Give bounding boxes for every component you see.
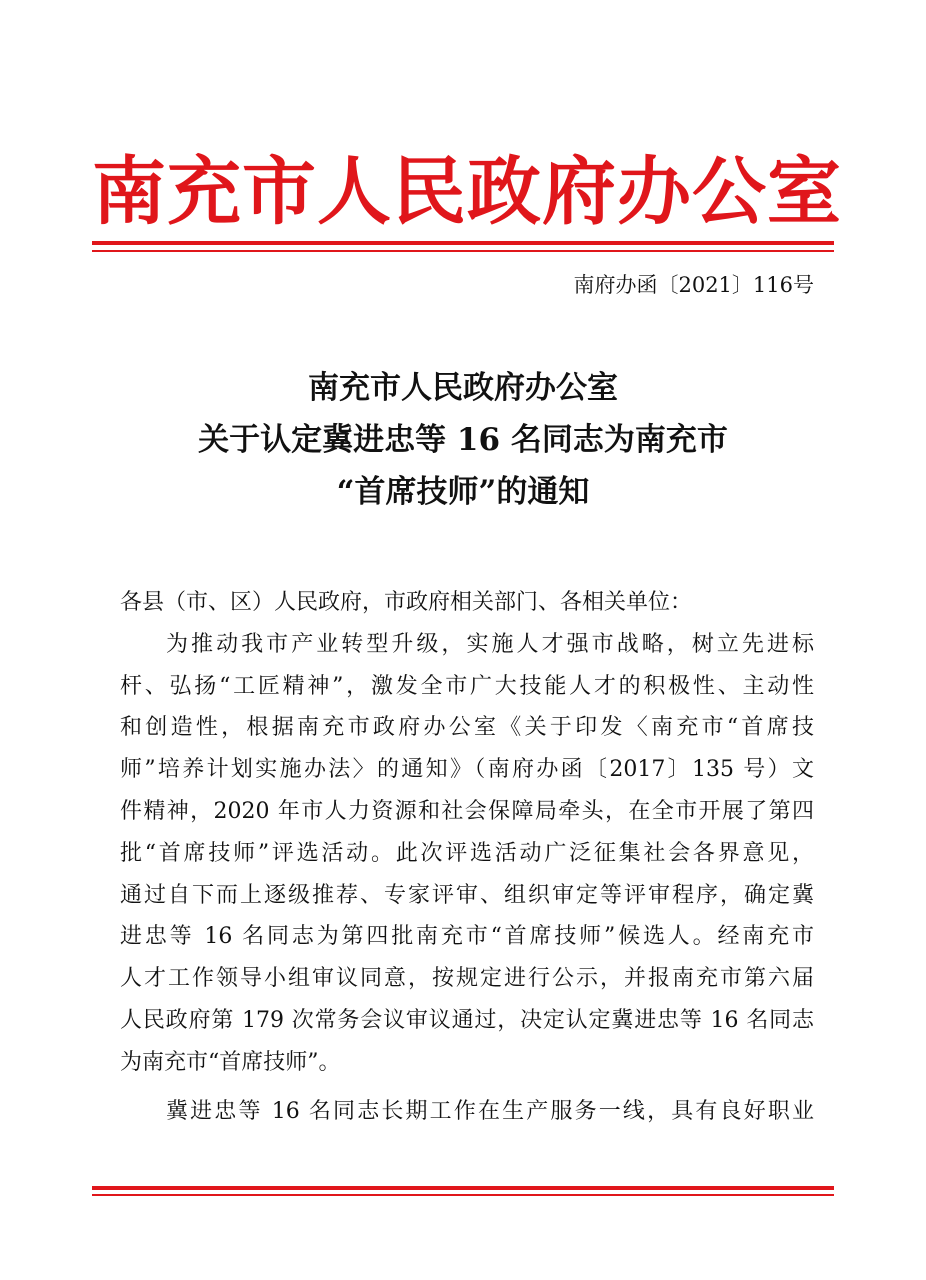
title-line: “首席技师”的通知 [336, 474, 590, 510]
title-line: 关于认定冀进忠等 16 名同志为南充市 [198, 422, 728, 458]
body-line: 件精神，2020 年市人力资源和社会保障局牵头，在全市开展了第四 [120, 798, 814, 824]
body-line: 杆、弘扬“工匠精神”，激发全市广大技能人才的积极性、主动性 [120, 673, 814, 699]
body-line: 师”培养计划实施办法〉的通知》（南府办函〔2017〕135 号）文 [120, 757, 814, 783]
body-line: 为南充市“首席技师”。 [120, 1049, 341, 1075]
paragraph-2 [120, 1091, 814, 1133]
notice-body [120, 582, 814, 1132]
body-line: 为推动我市产业转型升级，实施人才强市战略，树立先进标 [166, 631, 814, 657]
footer-red-rule-thin [92, 1194, 834, 1196]
header-red-rule-thick [92, 241, 834, 245]
body-line: 通过自下而上逐级推荐、专家评审、组织审定等评审程序，确定冀 [120, 882, 814, 908]
salutation: 各县（市、区）人民政府，市政府相关部门、各相关单位： [120, 590, 693, 615]
notice-title [92, 362, 834, 518]
body-line: 进忠等 16 名同志为第四批南充市“首席技师”候选人。经南充市 [120, 924, 814, 950]
header-red-rule-thin [92, 250, 834, 252]
footer-red-rule-thick [92, 1186, 834, 1190]
body-line: 人民政府第 179 次常务会议审议通过，决定认定冀进忠等 16 名同志 [120, 1007, 814, 1033]
paragraph-gap [120, 1084, 814, 1091]
document-number: 南府办函〔2021〕116号 [573, 273, 814, 297]
body-line: 和创造性，根据南充市政府办公室《关于印发〈南充市“首席技 [120, 715, 814, 741]
body-line: 冀进忠等 16 名同志长期工作在生产服务一线，具有良好职业 [166, 1098, 814, 1124]
body-line: 批“首席技师”评选活动。此次评选活动广泛征集社会各界意见， [120, 840, 814, 866]
masthead-title: 南充市人民政府办公室 [92, 149, 842, 235]
paragraph-1 [120, 624, 814, 1084]
title-line: 南充市人民政府办公室 [308, 370, 618, 406]
body-line: 人才工作领导小组审议同意，按规定进行公示，并报南充市第六届 [120, 966, 814, 992]
